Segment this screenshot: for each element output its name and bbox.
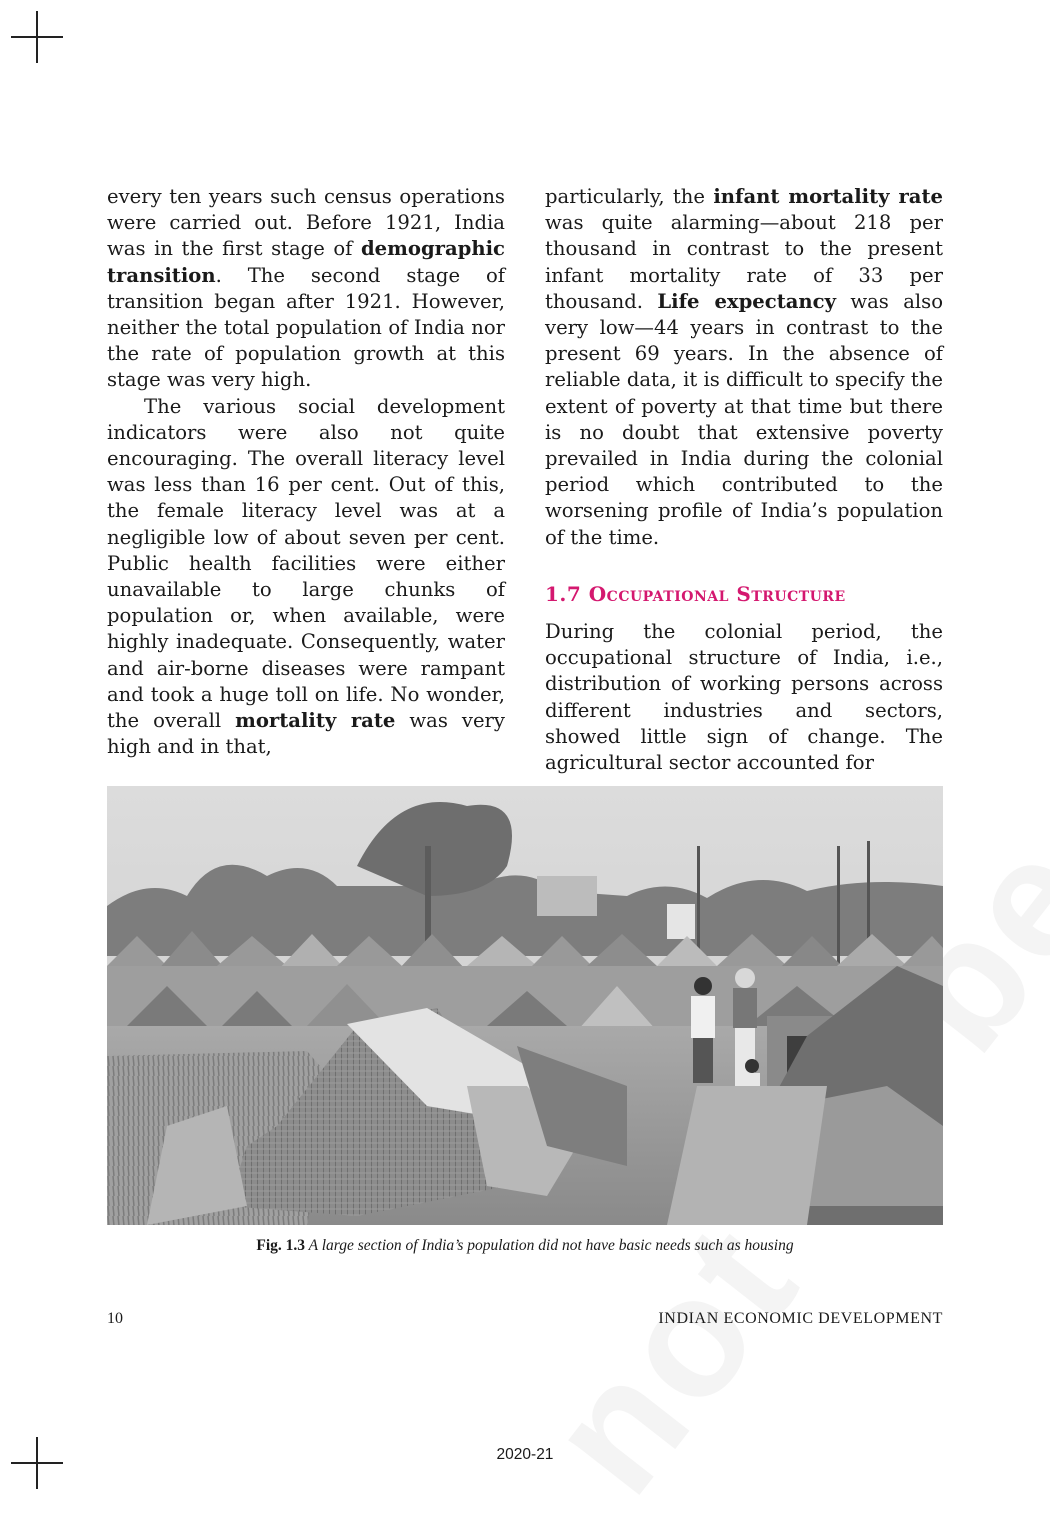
text-run: The various social development indicators were also not quite encouraging. The overall literacy level was less than 16 per cent. Out of this, the female literacy level was at a negligible low of about seven per cent. Public health facilities were either unavailable to large chunks of population or, when available, were highly inadequate. Consequently, water and air-borne diseases were rampant and took a huge toll on life. No wonder, the overall (107, 394, 505, 733)
page-number: 10 (107, 1310, 123, 1327)
paragraph (107, 394, 505, 761)
right-column (545, 184, 943, 776)
year-stamp: 2020-21 (496, 1446, 554, 1463)
left-column (107, 184, 505, 760)
bold-term: Life expectancy (657, 289, 836, 313)
figure-caption-text: A large section of India’s population did not have basic needs such as housing (305, 1237, 794, 1254)
settlement-photo-icon (107, 786, 943, 1225)
section-heading: 1.7 Occupational Structure (545, 581, 846, 606)
bold-term: demographic transition (107, 237, 505, 287)
figure-photo (107, 786, 943, 1225)
paragraph (107, 184, 505, 394)
crop-mark-top-left-icon (11, 11, 63, 63)
bold-term: mortality rate (235, 709, 396, 733)
paragraph (545, 184, 943, 551)
text-run: every ten years such census operations were carried out. Before 1921, India was in the first stage of (107, 185, 505, 261)
figure-number: Fig. 1.3 (256, 1237, 306, 1254)
text-run: particularly, the (545, 185, 714, 208)
text-run: was quite alarming—about 218 per thousand in contrast to the present infant mortality rate of 33 per thousand. (545, 211, 943, 313)
bold-term: infant mortality rate (713, 185, 943, 208)
text-run: was very high and in that, (107, 709, 505, 759)
text-run: . The second stage of transition began after 1921. However, neither the total population of India nor the rate of population growth at this stage was very high. (107, 263, 505, 392)
figure-caption (0, 1237, 1050, 1255)
text-run: was also very low—44 years in contrast to the present 69 years. In the absence of reliable data, it is difficult to specify the extent of poverty at that time but there is no doubt that extensive poverty prevailed in India during the colonial period which contributed to the worsening profile of India’s population of the time. (545, 289, 943, 549)
paragraph: During the colonial period, the occupational structure of India, i.e., distribution of working persons across different industries and sectors, showed little sign of change. The agricultural sector accounted for (545, 620, 943, 775)
book-title: INDIAN ECONOMIC DEVELOPMENT (658, 1310, 943, 1327)
